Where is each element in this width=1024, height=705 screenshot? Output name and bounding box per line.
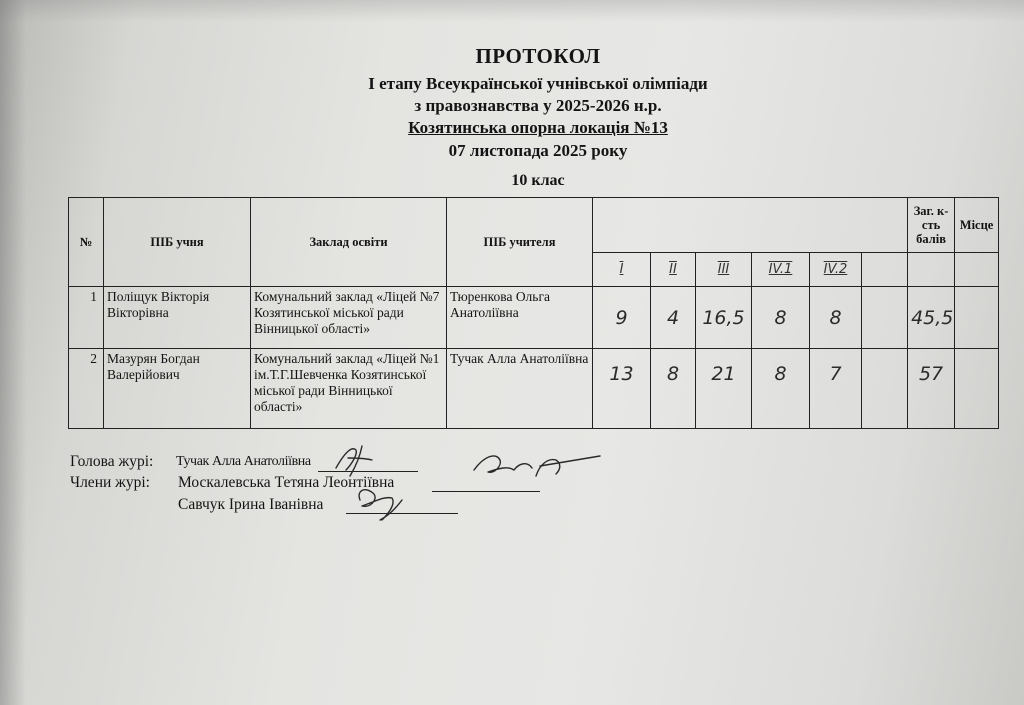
score-empty [862, 349, 908, 429]
col-student: ПІБ учня [104, 198, 251, 287]
teacher-name: Тучак Алла Анатоліївна [447, 349, 593, 429]
protocol-title: ПРОТОКОЛ [475, 44, 601, 68]
score-empty [862, 287, 908, 349]
place-value [955, 287, 999, 349]
round-4-2-label: ІV.2 [810, 253, 862, 287]
results-table [68, 197, 999, 429]
score-round-3: 16,5 [696, 287, 752, 349]
round-empty-cell [862, 253, 908, 287]
round-3-label: ІІІ [696, 253, 752, 287]
score-round-1: 9 [593, 287, 651, 349]
jury-member-2: Савчук Ірина Іванівна [178, 496, 324, 513]
score-round-2: 4 [651, 287, 696, 349]
score-round-4-2: 7 [810, 349, 862, 429]
row-number: 2 [69, 349, 104, 429]
place-value [955, 349, 999, 429]
olympiad-stage: І етапу Всеукраїнської учнівської олімпіади [368, 74, 708, 93]
jury-member-1: Москалевська Тетяна Леонтіївна [178, 474, 395, 491]
total-sub-cell [908, 253, 955, 287]
table-header-row [69, 198, 999, 253]
student-name: Мазурян Богдан Валерійович [104, 349, 251, 429]
jury-head-name: Тучак Алла Анатоліївна [176, 454, 311, 469]
col-total: Заг. к-сть балів [908, 198, 955, 253]
place-sub-cell [955, 253, 999, 287]
col-rounds-group [593, 198, 908, 253]
col-school: Заклад освіти [251, 198, 447, 287]
teacher-name: Тюренкова Ольга Анатоліївна [447, 287, 593, 349]
col-teacher: ПІБ учителя [447, 198, 593, 287]
school-name: Комунальний заклад «Ліцей №7 Козятинської міської ради Вінницької області» [251, 287, 447, 349]
signature-line [318, 471, 418, 472]
round-4-1-label: ІV.1 [752, 253, 810, 287]
olympiad-location: Козятинська опорна локація №13 [408, 118, 668, 137]
olympiad-subject: з правознавства у 2025-2026 н.р. [414, 96, 662, 115]
jury-members-label: Члени журі: [70, 474, 150, 491]
score-round-4-1: 8 [752, 349, 810, 429]
total-score: 57 [908, 349, 955, 429]
round-1-label: І [593, 253, 651, 287]
col-place: Місце [955, 198, 999, 253]
signature-line [346, 513, 458, 514]
score-round-2: 8 [651, 349, 696, 429]
table-row [69, 287, 999, 349]
round-2-label: ІІ [651, 253, 696, 287]
page-fold-shadow [0, 0, 1024, 22]
score-round-4-2: 8 [810, 287, 862, 349]
olympiad-date: 07 листопада 2025 року [448, 141, 628, 160]
grade-label: 10 клас [511, 172, 565, 189]
student-name: Поліщук Вікторія Вікторівна [104, 287, 251, 349]
score-round-4-1: 8 [752, 287, 810, 349]
signature-line [432, 491, 540, 492]
school-name: Комунальний заклад «Ліцей №1 ім.Т.Г.Шевченка Козятинської міської ради Вінницької області» [251, 349, 447, 429]
table-row [69, 349, 999, 429]
jury-head-label: Голова журі: [70, 453, 154, 470]
col-number: № [69, 198, 104, 287]
row-number: 1 [69, 287, 104, 349]
total-score: 45,5 [908, 287, 955, 349]
score-round-1: 13 [593, 349, 651, 429]
score-round-3: 21 [696, 349, 752, 429]
